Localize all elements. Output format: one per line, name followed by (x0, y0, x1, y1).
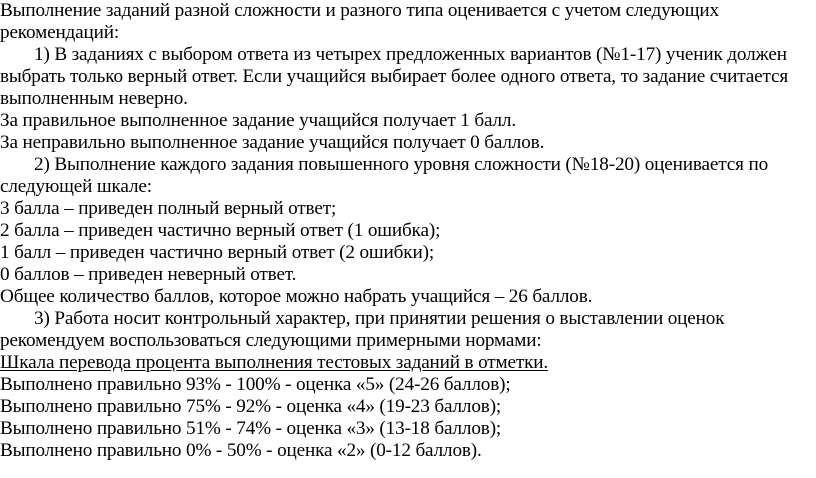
grading-scale-heading: Шкала перевода процента выполнения тестовых заданий в отметки. (0, 352, 549, 373)
intro-line-1: Выполнение заданий разной сложности и разного типа оценивается с учетом следующих (0, 0, 719, 21)
rule-3-line-2: рекомендуем воспользоваться следующими примерными нормами: (0, 330, 542, 351)
rule-1-line-1: 1) В заданиях с выбором ответа из четырех предложенных вариантов (№1-17) ученик должен (34, 44, 787, 65)
rule-1-line-3: выполненным неверно. (0, 88, 188, 109)
scale-0-points: 0 баллов – приведен неверный ответ. (0, 264, 297, 285)
grade-5-line: Выполнено правильно 93% - 100% - оценка «5» (24-26 баллов); (0, 374, 511, 395)
scale-2-points: 2 балла – приведен частично верный ответ (1 ошибка); (0, 220, 441, 241)
incorrect-score-line: За неправильно выполненное задание учащийся получает 0 баллов. (0, 132, 545, 153)
rule-1-line-2: выбрать только верный ответ. Если учащийся выбирает более одного ответа, то задание считается (0, 66, 789, 87)
scale-3-points: 3 балла – приведен полный верный ответ; (0, 198, 337, 219)
grade-4-line: Выполнено правильно 75% - 92% - оценка «4» (19-23 баллов); (0, 396, 502, 417)
grade-3-line: Выполнено правильно 51% - 74% - оценка «3» (13-18 баллов); (0, 418, 502, 439)
intro-line-2: рекомендаций: (0, 22, 120, 43)
correct-score-line: За правильное выполненное задание учащийся получает 1 балл. (0, 110, 516, 131)
scale-1-point: 1 балл – приведен частично верный ответ (2 ошибки); (0, 242, 434, 263)
grade-2-line: Выполнено правильно 0% - 50% - оценка «2» (0-12 баллов). (0, 440, 482, 461)
rule-2-line-1: 2) Выполнение каждого задания повышенного уровня сложности (№18-20) оценивается по (34, 154, 769, 175)
rule-3-line-1: 3) Работа носит контрольный характер, при принятии решения о выставлении оценок (34, 308, 725, 329)
total-points-line: Общее количество баллов, которое можно набрать учащийся – 26 баллов. (0, 286, 593, 307)
rule-2-line-2: следующей шкале: (0, 176, 152, 197)
